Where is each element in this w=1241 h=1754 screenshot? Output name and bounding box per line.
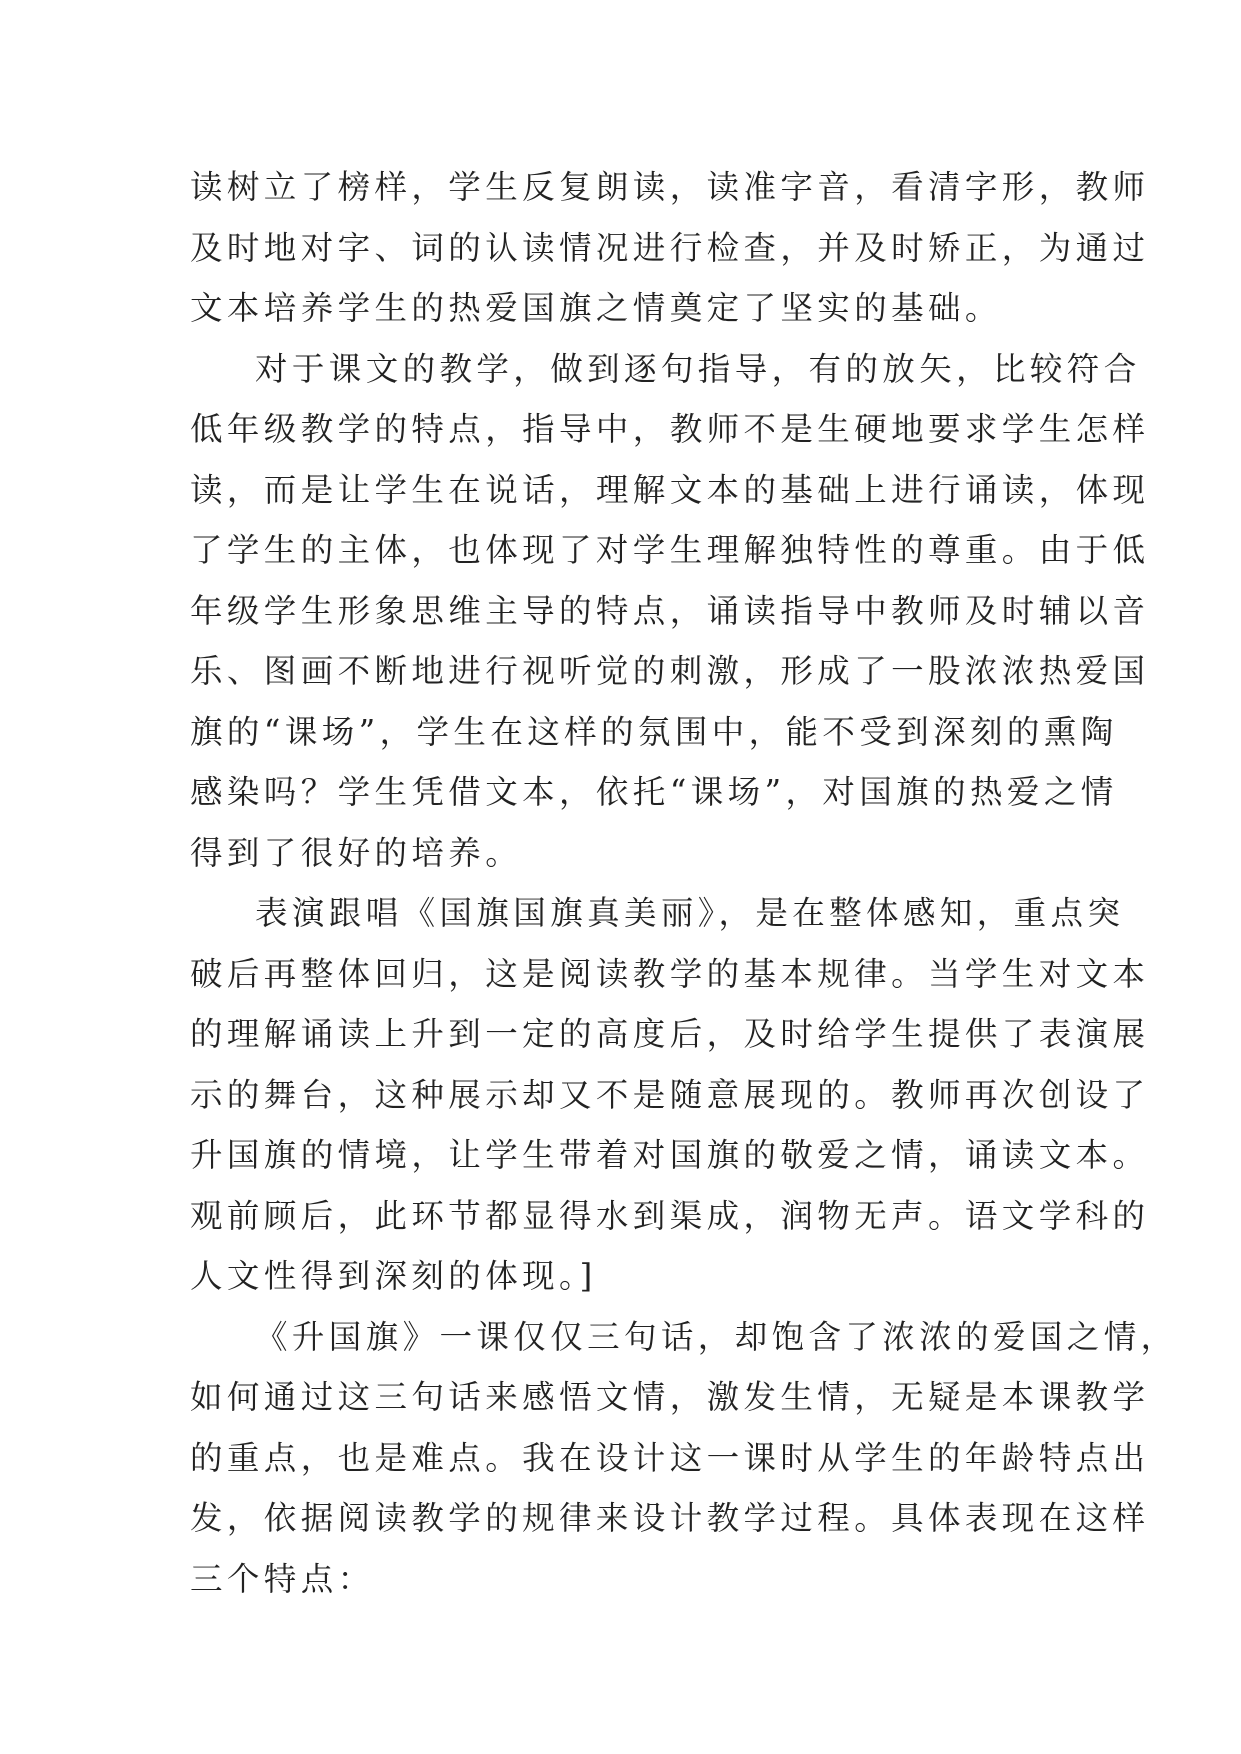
text-line: 的理解诵读上升到一定的高度后，及时给学生提供了表演展 bbox=[190, 1015, 1150, 1053]
text-line: 得到了很好的培养。 bbox=[190, 833, 523, 872]
text-line: 了学生的主体，也体现了对学生理解独特性的尊重。由于低 bbox=[190, 531, 1150, 569]
text-line: 读树立了榜样，学生反复朗读，读准字音，看清字形，教师 bbox=[190, 168, 1150, 206]
document-body bbox=[190, 157, 1178, 1609]
text-line: 破后再整体回归，这是阅读教学的基本规律。当学生对文本 bbox=[190, 954, 1150, 993]
text-line: 表演跟唱《国旗国旗真美丽》，是在整体感知，重点突 bbox=[255, 894, 1125, 932]
text-line: 三个特点： bbox=[190, 1559, 375, 1598]
text-line: 示的舞台，这种展示却又不是随意展现的。教师再次创设了 bbox=[190, 1075, 1150, 1114]
paragraph bbox=[190, 157, 1150, 339]
paragraph bbox=[190, 1307, 1178, 1610]
paragraph bbox=[190, 339, 1150, 884]
text-line: 发，依据阅读教学的规律来设计教学过程。具体表现在这样 bbox=[190, 1499, 1150, 1537]
text-line: 旗的“课场”，学生在这样的氛围中，能不受到深刻的熏陶 bbox=[190, 712, 1118, 751]
text-line: 升国旗的情境，让学生带着对国旗的敬爱之情，诵读文本。 bbox=[190, 1136, 1150, 1174]
text-line: 对于课文的教学，做到逐句指导，有的放矢，比较符合 bbox=[255, 349, 1141, 388]
text-line: 如何通过这三句话来感悟文情，激发生情，无疑是本课教学 bbox=[190, 1378, 1150, 1416]
text-line: 文本培养学生的热爱国旗之情奠定了坚实的基础。 bbox=[190, 289, 1002, 327]
text-line: 年级学生形象思维主导的特点，诵读指导中教师及时辅以音 bbox=[190, 591, 1150, 630]
text-line: 乐、图画不断地进行视听觉的刺激，形成了一股浓浓热爱国 bbox=[190, 652, 1150, 690]
text-line: 的重点，也是难点。我在设计这一课时从学生的年龄特点出 bbox=[190, 1438, 1150, 1477]
text-line: 低年级教学的特点，指导中，教师不是生硬地要求学生怎样 bbox=[190, 410, 1150, 448]
text-line: 读，而是让学生在说话，理解文本的基础上进行诵读，体现 bbox=[190, 470, 1150, 509]
text-line: 及时地对字、词的认读情况进行检查，并及时矫正，为通过 bbox=[190, 228, 1150, 267]
paragraph bbox=[190, 883, 1150, 1307]
text-line: 观前顾后，此环节都显得水到渠成，润物无声。语文学科的 bbox=[190, 1196, 1150, 1235]
text-line: 人文性得到深刻的体现。] bbox=[190, 1257, 597, 1295]
text-line: 《升国旗》一课仅仅三句话，却饱含了浓浓的爱国之情， bbox=[255, 1317, 1178, 1356]
text-line: 感染吗？学生凭借文本，依托“课场”，对国旗的热爱之情 bbox=[190, 773, 1118, 811]
